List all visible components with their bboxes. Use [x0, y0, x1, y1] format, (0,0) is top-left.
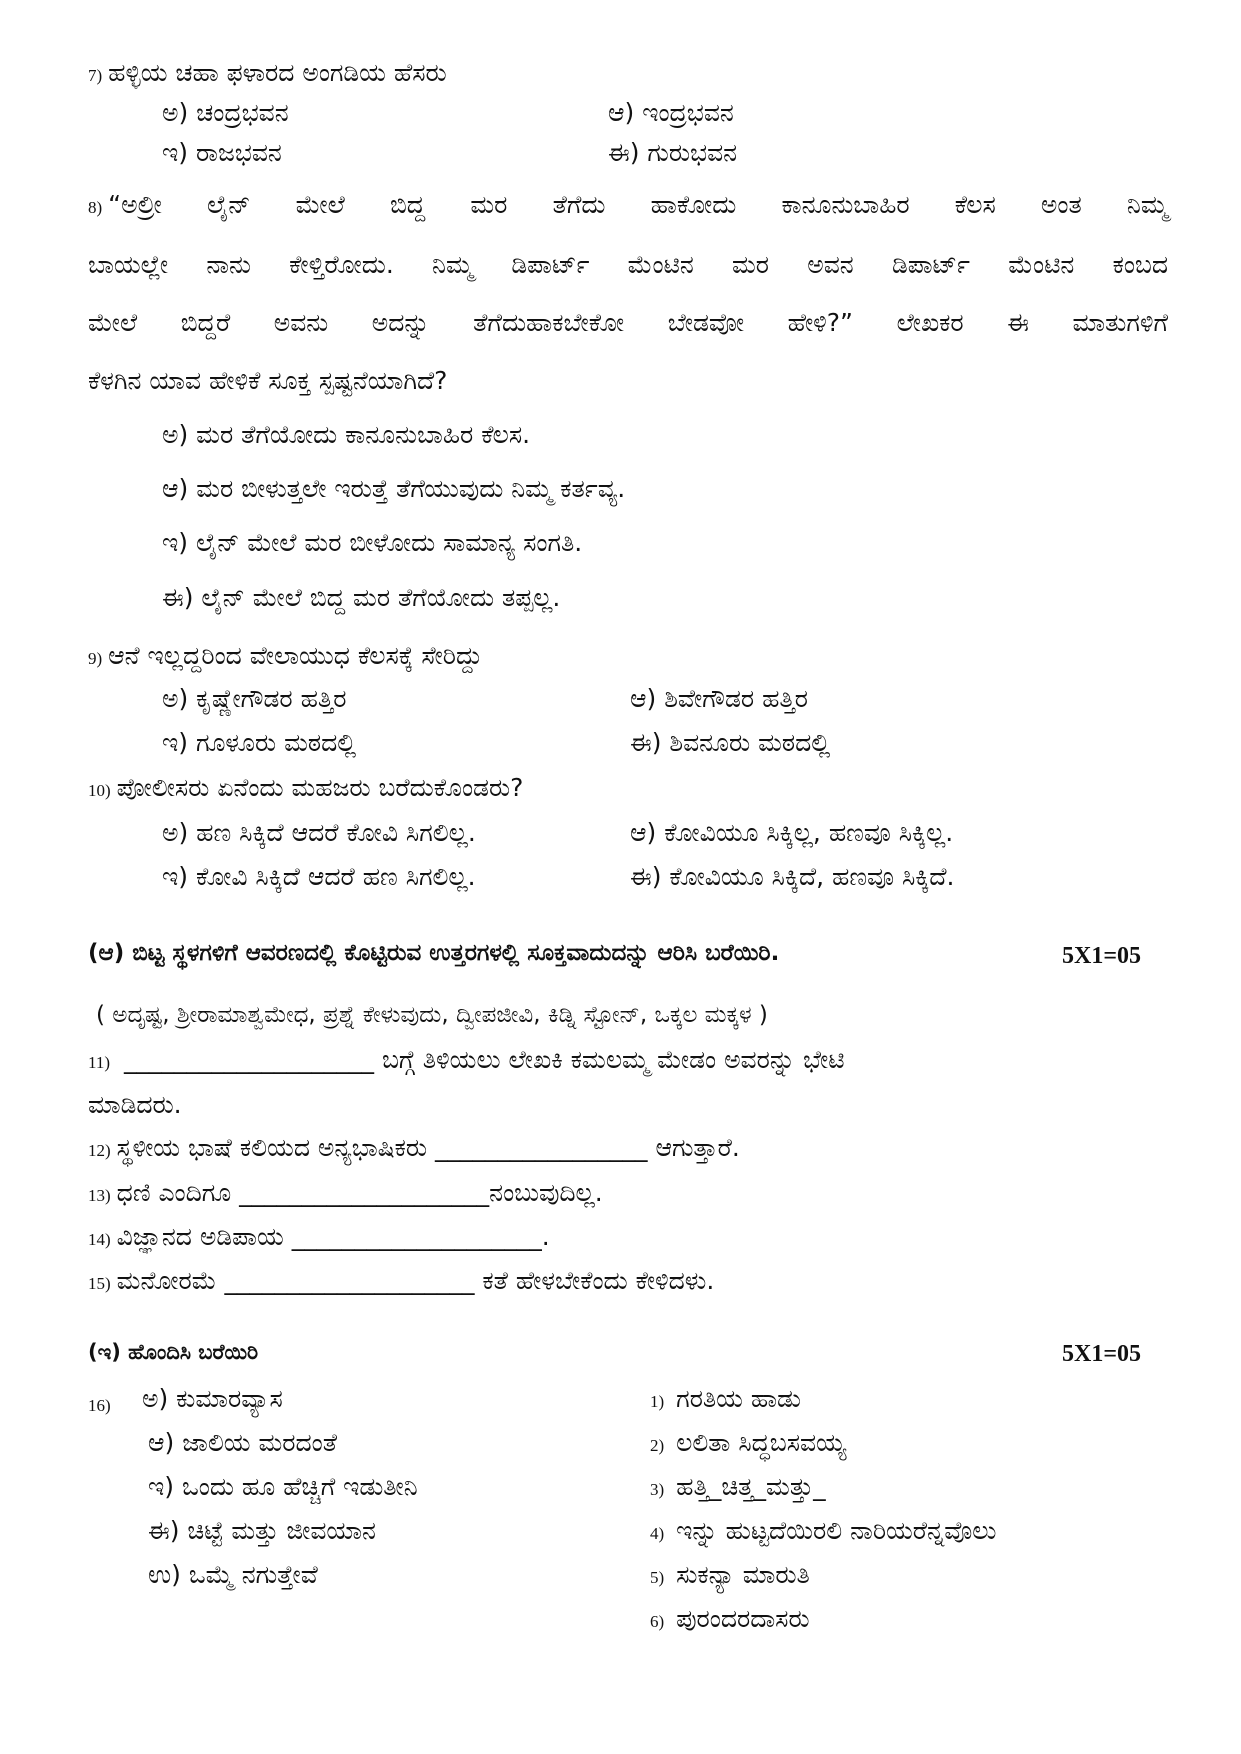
option-c: ಇ) ಕೋವಿ ಸಿಕ್ಕಿದೆ ಆದರೆ ಹಣ ಸಿಗಲಿಲ್ಲ. [162, 862, 476, 891]
question-8-line-2: ಬಾಯಲ್ಲೇ ನಾನು ಕೇಳ್ತಿರೋದು. ನಿಮ್ಮ ಡಿಪಾರ್ಟ್ ಮೆಂಟಿನ ಮರ ಅವನ ಡಿಪಾರ್ಟ್ ಮೆಂಟಿನ ಕಂಬದ [88, 250, 1168, 279]
option-a: ಅ) ಮರ ತೆಗೆಯೋದು ಕಾನೂನುಬಾಹಿರ ಕೆಲಸ. [162, 420, 531, 449]
match-left-item: ಉ) ಒಮ್ಮೆ ನಗುತ್ತೇವೆ [148, 1560, 318, 1589]
question-text: ಸ್ಥಳೀಯ ಭಾಷೆ ಕಲಿಯದ ಅನ್ಯಭಾಷಿಕರು _________________ ಆಗುತ್ತಾರೆ. [116, 1133, 740, 1162]
option-b: ಆ) ಮರ ಬೀಳುತ್ತಲೇ ಇರುತ್ತೆ ತೆಗೆಯುವುದು ನಿಮ್ಮ ಕರ್ತವ್ಯ. [162, 474, 626, 503]
section-b-marks: 5X1=05 [1062, 943, 1142, 969]
match-right-item: 3) ಹತ್ತಿ_ಚಿತ್ತ_ಮತ್ತು_ [650, 1472, 826, 1501]
question-14 [88, 1222, 550, 1252]
question-number: 7) [88, 66, 103, 85]
question-text: “ಅಲ್ರೀ ಲೈನ್ ಮೇಲೆ ಬಿದ್ದ ಮರ ತೆಗೆದು ಹಾಕೋದು ಕಾನೂನುಬಾಹಿರ ಕೆಲಸ ಅಂತ ನಿಮ್ಮ [108, 190, 1168, 219]
option-a: ಅ) ಚಂದ್ರಭವನ [162, 98, 289, 127]
option-b: ಆ) ಇಂದ್ರಭವನ [608, 98, 734, 127]
option-d: ಈ) ಲೈನ್ ಮೇಲೆ ಬಿದ್ದ ಮರ ತೆಗೆಯೋದು ತಪ್ಪಲ್ಲ. [162, 583, 561, 612]
question-13 [88, 1178, 603, 1208]
question-8-line-1 [88, 190, 1168, 220]
question-12 [88, 1133, 740, 1163]
question-text: ____________________ ಬಗ್ಗೆ ತಿಳಿಯಲು ಲೇಖಕಿ ಕಮಲಮ್ಮ ಮೇಡಂ ಅವರನ್ನು ಭೇಟಿ [124, 1045, 845, 1074]
question-text: ವಿಜ್ಞಾನದ ಅಡಿಪಾಯ ____________________. [116, 1222, 550, 1251]
question-10 [88, 773, 523, 803]
question-15 [88, 1266, 714, 1296]
question-text: ಆನೆ ಇಲ್ಲದ್ದರಿಂದ ವೇಲಾಯುಧ ಕೆಲಸಕ್ಕೆ ಸೇರಿದ್ದು [108, 641, 483, 670]
option-d: ಈ) ಶಿವನೂರು ಮಠದಲ್ಲಿ [630, 728, 831, 757]
option-d: ಈ) ಕೋವಿಯೂ ಸಿಕ್ಕಿದೆ, ಹಣವೂ ಸಿಕ್ಕಿದೆ. [630, 862, 955, 891]
question-number: 9) [88, 649, 103, 668]
section-b-heading: (ಆ) ಬಿಟ್ಟ ಸ್ಥಳಗಳಿಗೆ ಆವರಣದಲ್ಲಿ ಕೊಟ್ಟಿರುವ ಉತ್ತರಗಳಲ್ಲಿ ಸೂಕ್ತವಾದುದನ್ನು ಆರಿಸಿ ಬರೆಯಿರಿ. [88, 940, 780, 966]
match-left-item: ಆ) ಜಾಲಿಯ ಮರದಂತೆ [148, 1428, 337, 1457]
match-right-item: 2) ಲಲಿತಾ ಸಿದ್ಧಬಸವಯ್ಯ [650, 1428, 847, 1457]
match-right-item: 1) ಗರತಿಯ ಹಾಡು [650, 1384, 801, 1413]
section-c-heading: (ಇ) ಹೊಂದಿಸಿ ಬರೆಯಿರಿ [88, 1340, 259, 1364]
match-left-item: ಅ) ಕುಮಾರವ್ಯಾಸ [142, 1384, 283, 1413]
question-text: ಧಣಿ ಎಂದಿಗೂ ____________________ನಂಬುವುದಿಲ್ಲ. [116, 1178, 603, 1207]
question-8-line-3: ಮೇಲೆ ಬಿದ್ದರೆ ಅವನು ಅದನ್ನು ತೆಗೆದುಹಾಕಬೇಕೋ ಬೇಡವೋ ಹೇಳಿ?” ಲೇಖಕರ ಈ ಮಾತುಗಳಿಗೆ [88, 308, 1168, 337]
match-right-item: 6) ಪುರಂದರದಾಸರು [650, 1604, 810, 1633]
option-b: ಆ) ಕೋವಿಯೂ ಸಿಕ್ಕಿಲ್ಲ, ಹಣವೂ ಸಿಕ್ಕಿಲ್ಲ. [630, 818, 954, 847]
question-11-continuation: ಮಾಡಿದರು. [88, 1090, 182, 1119]
option-a: ಅ) ಹಣ ಸಿಕ್ಕಿದೆ ಆದರೆ ಕೋವಿ ಸಿಗಲಿಲ್ಲ. [162, 818, 476, 847]
section-c-marks: 5X1=05 [1062, 1341, 1142, 1367]
match-right-item: 5) ಸುಕನ್ಯಾ ಮಾರುತಿ [650, 1560, 810, 1589]
question-number: 14) [88, 1230, 111, 1249]
match-left-item: ಈ) ಚಿಟ್ಟೆ ಮತ್ತು ಜೀವಯಾನ [148, 1516, 376, 1545]
option-c: ಇ) ಗೂಳೂರು ಮಠದಲ್ಲಿ [162, 728, 357, 757]
option-c: ಇ) ಲೈನ್ ಮೇಲೆ ಮರ ಬೀಳೋದು ಸಾಮಾನ್ಯ ಸಂಗತಿ. [162, 528, 583, 557]
question-number: 11) [88, 1053, 111, 1072]
question-16-number: 16) [88, 1396, 111, 1415]
question-number: 8) [88, 198, 103, 217]
question-text: ಹಳ್ಳಿಯ ಚಹಾ ಫಳಾರದ ಅಂಗಡಿಯ ಹೆಸರು [108, 58, 447, 87]
match-left-item: ಇ) ಒಂದು ಹೂ ಹೆಚ್ಚಿಗೆ ಇಡುತೀನಿ [148, 1472, 418, 1501]
question-text: ಮನೋರಮೆ ____________________ ಕತೆ ಹೇಳಬೇಕೆಂದು ಕೇಳಿದಳು. [116, 1266, 715, 1295]
question-8-line-4: ಕೆಳಗಿನ ಯಾವ ಹೇಳಿಕೆ ಸೂಕ್ತ ಸ್ಪಷ್ಟನೆಯಾಗಿದೆ? [88, 366, 448, 395]
question-11 [88, 1045, 845, 1075]
question-number: 15) [88, 1274, 111, 1293]
option-c: ಇ) ರಾಜಭವನ [162, 138, 282, 167]
option-b: ಆ) ಶಿವೇಗೌಡರ ಹತ್ತಿರ [630, 684, 808, 713]
question-number: 10) [88, 781, 111, 800]
question-9 [88, 641, 482, 671]
question-number: 12) [88, 1141, 111, 1160]
question-text: ಪೋಲೀಸರು ಏನೆಂದು ಮಹಜರು ಬರೆದುಕೊಂಡರು? [116, 773, 524, 802]
match-right-item: 4) ಇನ್ನು ಹುಟ್ಟದೆಯಿರಲಿ ನಾರಿಯರೆನ್ನವೊಲು [650, 1516, 997, 1545]
question-7 [88, 58, 447, 88]
question-number: 13) [88, 1186, 111, 1205]
option-d: ಈ) ಗುರುಭವನ [608, 138, 738, 167]
answer-options: ( ಅದೃಷ್ಟ, ಶ್ರೀರಾಮಾಶ್ವಮೇಧ, ಪ್ರಶ್ನೆ ಕೇಳುವುದು, ದ್ವೀಪಜೀವಿ, ಕಿಡ್ನಿ ಸ್ಟೋನ್, ಒಕ್ಕಲ ಮಕ್ಕಳ ) [96, 1002, 768, 1028]
option-a: ಅ) ಕೃಷ್ಣೇಗೌಡರ ಹತ್ತಿರ [162, 684, 347, 713]
